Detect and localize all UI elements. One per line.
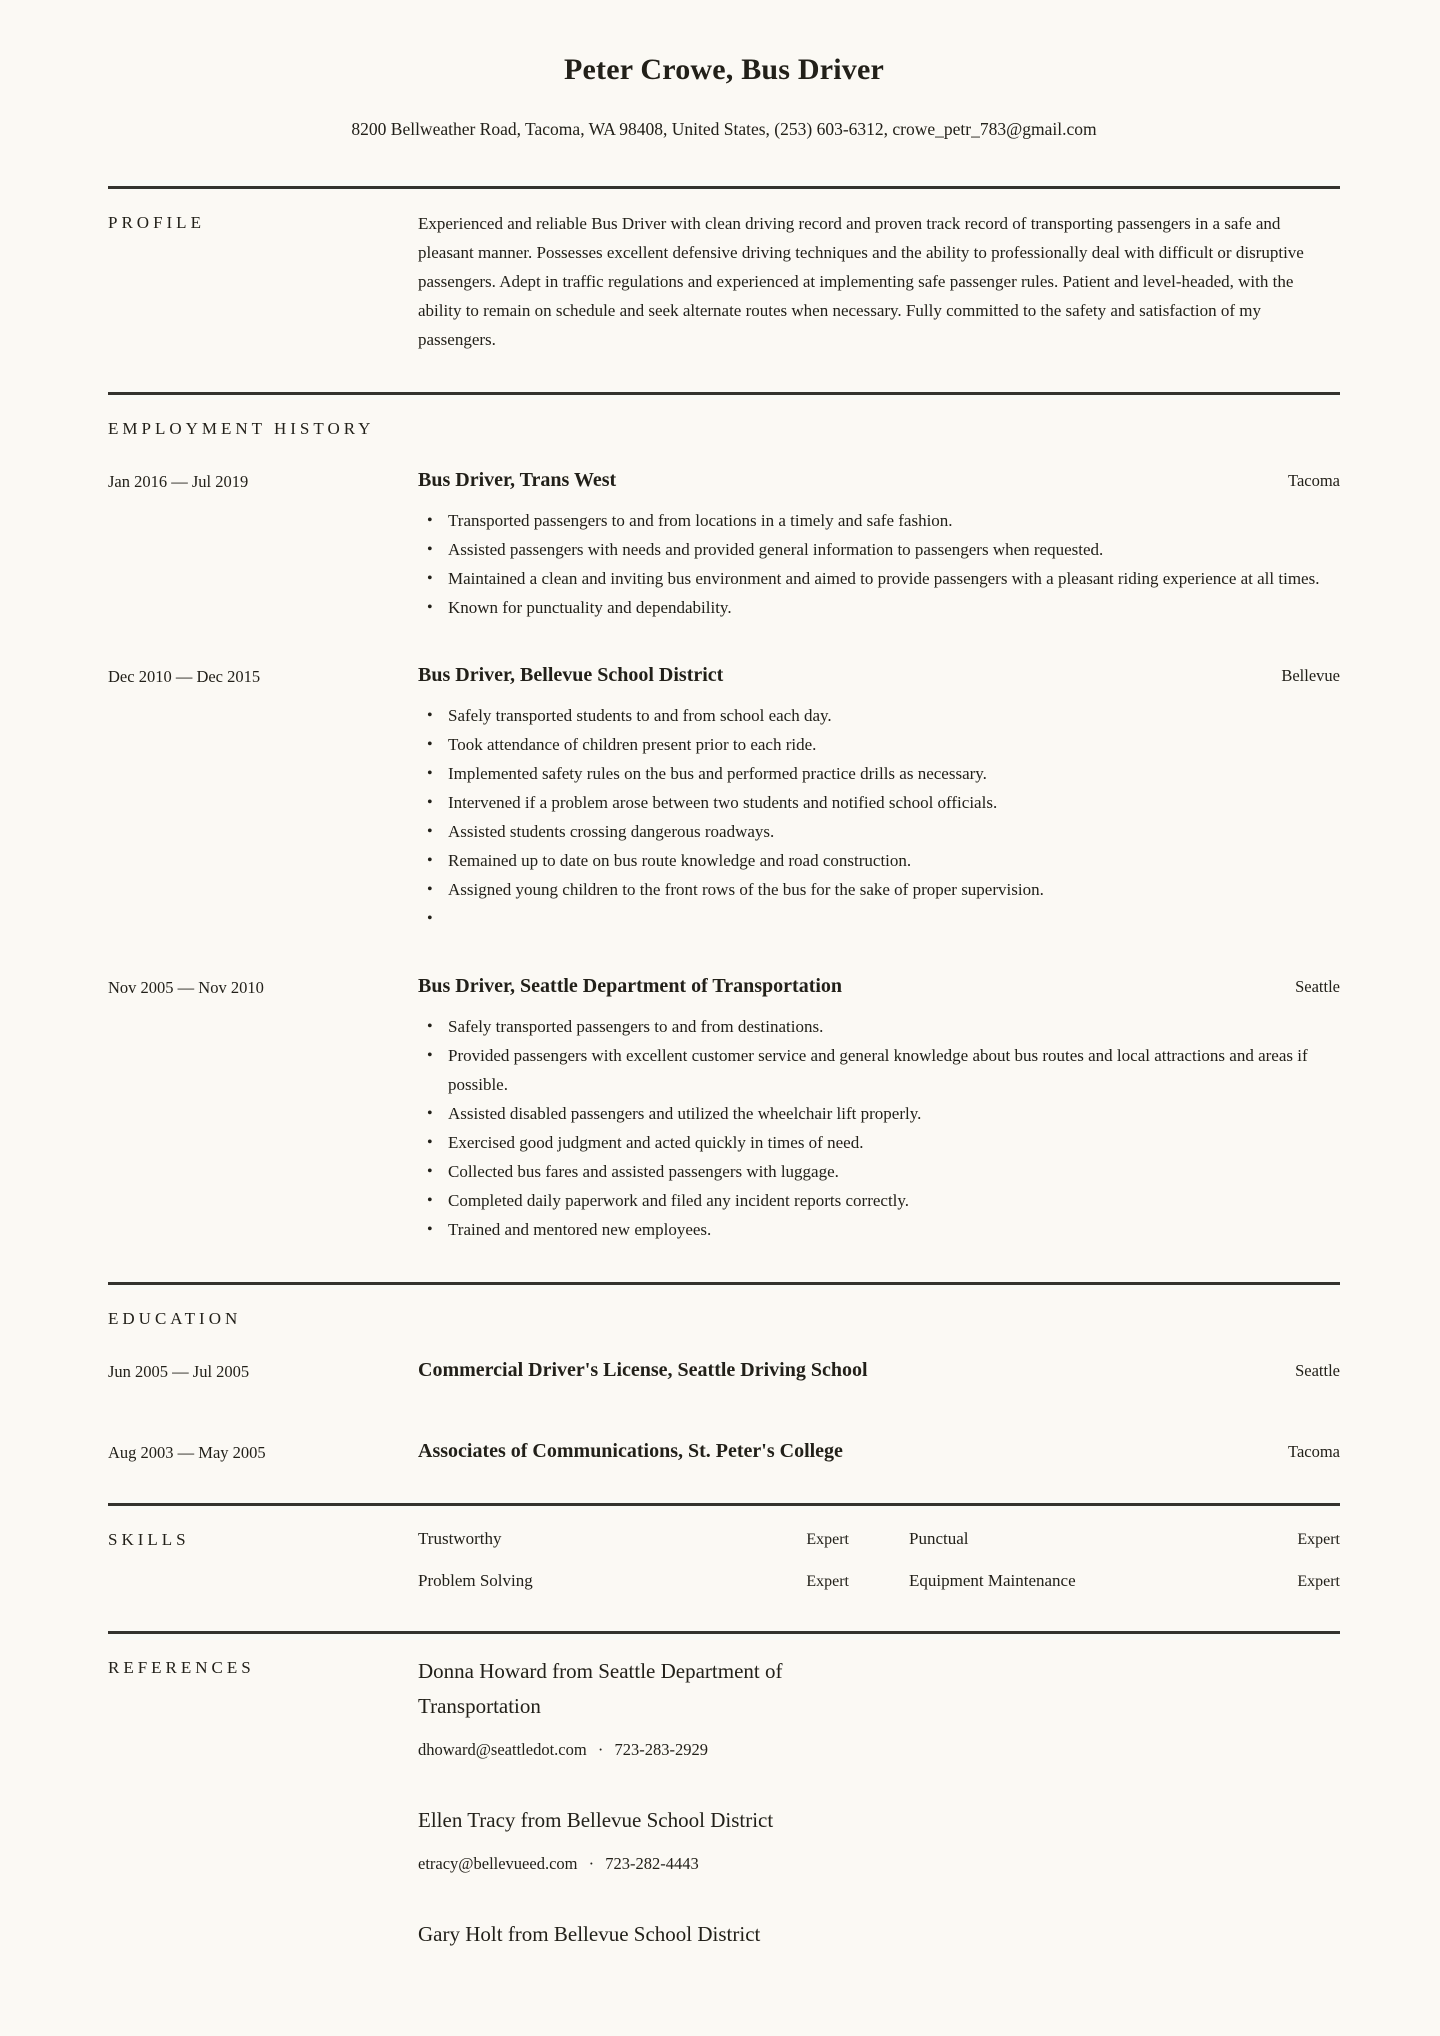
section-references bbox=[108, 1634, 1340, 1952]
reference-phone: 723-283-2929 bbox=[614, 1740, 708, 1759]
job-bullet: • Safely transported passengers to and from destinations. bbox=[448, 1012, 1340, 1041]
references-heading: REFERENCES bbox=[108, 1658, 255, 1677]
education-head bbox=[418, 1438, 1340, 1465]
section-skills bbox=[108, 1506, 1340, 1593]
job-bullet: • Safely transported students to and from school each day. bbox=[448, 701, 1340, 730]
skill-level: Expert bbox=[1297, 1531, 1340, 1548]
job-bullet: • Transported passengers to and from locations in a timely and safe fashion. bbox=[448, 506, 1340, 535]
skill-item bbox=[418, 1526, 849, 1551]
job-bullet: • Maintained a clean and inviting bus environment and aimed to provide passengers with a pleasant riding experience at all times. bbox=[448, 564, 1340, 593]
job-main bbox=[418, 973, 1340, 1244]
skill-item bbox=[909, 1568, 1340, 1593]
job-dates: Jan 2016 — Jul 2019 bbox=[108, 472, 249, 491]
job-main bbox=[418, 662, 1340, 933]
reference-contact bbox=[418, 1739, 1340, 1761]
job-bullet: • Remained up to date on bus route knowledge and road construction. bbox=[448, 846, 1340, 875]
reference-separator: · bbox=[588, 1854, 595, 1873]
job-bullet: • Implemented safety rules on the bus and performed practice drills as necessary. bbox=[448, 759, 1340, 788]
skill-name: Equipment Maintenance bbox=[909, 1571, 1076, 1590]
education-heading-spacer bbox=[418, 1305, 1340, 1331]
doc-header bbox=[108, 50, 1340, 140]
employment-entries bbox=[108, 467, 1340, 1244]
reference-email: etracy@bellevueed.com bbox=[418, 1854, 578, 1873]
skills-heading: SKILLS bbox=[108, 1530, 190, 1549]
skill-item bbox=[418, 1568, 849, 1593]
section-profile bbox=[108, 189, 1340, 354]
job-dates: Dec 2010 — Dec 2015 bbox=[108, 667, 261, 686]
education-heading: EDUCATION bbox=[108, 1309, 242, 1328]
education-title: Associates of Communications, St. Peter's College bbox=[418, 1440, 843, 1462]
education-location: Tacoma bbox=[1288, 1442, 1340, 1461]
job-location: Tacoma bbox=[1288, 471, 1340, 490]
job-location: Seattle bbox=[1295, 977, 1340, 996]
job-bullet: • Exercised good judgment and acted quickly in times of need. bbox=[448, 1128, 1340, 1157]
skill-name: Punctual bbox=[909, 1529, 969, 1548]
reference-name: Gary Holt from Bellevue School District bbox=[418, 1922, 761, 1946]
job-bullet: • Completed daily paperwork and filed any incident reports correctly. bbox=[448, 1186, 1340, 1215]
job-entry bbox=[108, 973, 1340, 1244]
skill-name: Trustworthy bbox=[418, 1529, 502, 1548]
education-entry bbox=[108, 1357, 1340, 1384]
employment-heading-spacer bbox=[418, 415, 1340, 441]
profile-heading: PROFILE bbox=[108, 213, 205, 232]
reference-phone: 723-282-4443 bbox=[605, 1854, 699, 1873]
job-bullets bbox=[418, 1012, 1340, 1244]
job-bullet: • Assigned young children to the front rows of the bus for the sake of proper supervision. bbox=[448, 875, 1340, 904]
job-bullet: • Trained and mentored new employees. bbox=[448, 1215, 1340, 1244]
job-head bbox=[418, 662, 1340, 688]
job-bullet: • Intervened if a problem arose between two students and notified school officials. bbox=[448, 788, 1340, 817]
skill-name: Problem Solving bbox=[418, 1571, 533, 1590]
job-bullet: • Known for punctuality and dependability. bbox=[448, 593, 1340, 622]
references-list bbox=[418, 1654, 1340, 1952]
job-title: Bus Driver, Bellevue School District bbox=[418, 664, 724, 686]
job-bullets bbox=[418, 506, 1340, 622]
job-head bbox=[418, 467, 1340, 493]
job-entry bbox=[108, 467, 1340, 622]
job-bullet: • Provided passengers with excellent customer service and general knowledge about bus routes and local attractions and areas if possible. bbox=[448, 1041, 1340, 1099]
skill-item bbox=[909, 1526, 1340, 1551]
skills-grid bbox=[418, 1526, 1340, 1593]
education-entry bbox=[108, 1438, 1340, 1465]
education-dates: Jun 2005 — Jul 2005 bbox=[108, 1362, 250, 1381]
section-employment bbox=[108, 395, 1340, 1244]
job-bullet: • Assisted passengers with needs and provided general information to passengers when requested. bbox=[448, 535, 1340, 564]
profile-text: Experienced and reliable Bus Driver with clean driving record and proven track record of transporting passengers in a safe and pleasant manner. Possesses excellent defensive driving techniques and the ability to professionally deal with difficult or disruptive passengers. Adept in traffic regulations and experienced at implementing safe passenger rules. Patient and level-headed, with the ability to remain on schedule and seek alternate routes when necessary. Fully committed to the safety and satisfaction of my passengers. bbox=[418, 214, 1304, 349]
job-head bbox=[418, 973, 1340, 999]
reference-entry bbox=[418, 1917, 1340, 1952]
skill-level: Expert bbox=[806, 1573, 849, 1590]
job-entry bbox=[108, 662, 1340, 933]
reference-contact bbox=[418, 1853, 1340, 1875]
employment-heading: EMPLOYMENT HISTORY bbox=[108, 419, 375, 438]
reference-entry bbox=[418, 1654, 1340, 1761]
job-bullet: • Assisted students crossing dangerous roadways. bbox=[448, 817, 1340, 846]
job-title: Bus Driver, Trans West bbox=[418, 469, 617, 491]
reference-separator: · bbox=[597, 1740, 604, 1759]
contact-line: 8200 Bellweather Road, Tacoma, WA 98408, United States, (253) 603-6312, crowe_petr_783@gmail.com bbox=[351, 119, 1097, 139]
education-head bbox=[418, 1357, 1340, 1384]
job-bullet bbox=[448, 904, 1340, 933]
reference-name: Donna Howard from Seattle Department of Transportation bbox=[418, 1659, 783, 1718]
skill-level: Expert bbox=[806, 1531, 849, 1548]
reference-name: Ellen Tracy from Bellevue School District bbox=[418, 1808, 774, 1832]
job-bullet: • Assisted disabled passengers and utilized the wheelchair lift properly. bbox=[448, 1099, 1340, 1128]
reference-email: dhoward@seattledot.com bbox=[418, 1740, 587, 1759]
job-main bbox=[418, 467, 1340, 622]
reference-entry bbox=[418, 1803, 1340, 1875]
education-title: Commercial Driver's License, Seattle Driving School bbox=[418, 1359, 868, 1381]
education-entries bbox=[108, 1357, 1340, 1465]
job-bullet: • Took attendance of children present prior to each ride. bbox=[448, 730, 1340, 759]
section-education bbox=[108, 1285, 1340, 1465]
page-title: Peter Crowe, Bus Driver bbox=[563, 53, 885, 86]
job-title: Bus Driver, Seattle Department of Transportation bbox=[418, 975, 843, 997]
job-dates: Nov 2005 — Nov 2010 bbox=[108, 978, 264, 997]
skill-level: Expert bbox=[1297, 1573, 1340, 1590]
job-bullets bbox=[418, 701, 1340, 933]
job-bullet: • Collected bus fares and assisted passengers with luggage. bbox=[448, 1157, 1340, 1186]
education-location: Seattle bbox=[1295, 1361, 1340, 1380]
education-dates: Aug 2003 — May 2005 bbox=[108, 1443, 266, 1462]
job-location: Bellevue bbox=[1281, 666, 1340, 685]
